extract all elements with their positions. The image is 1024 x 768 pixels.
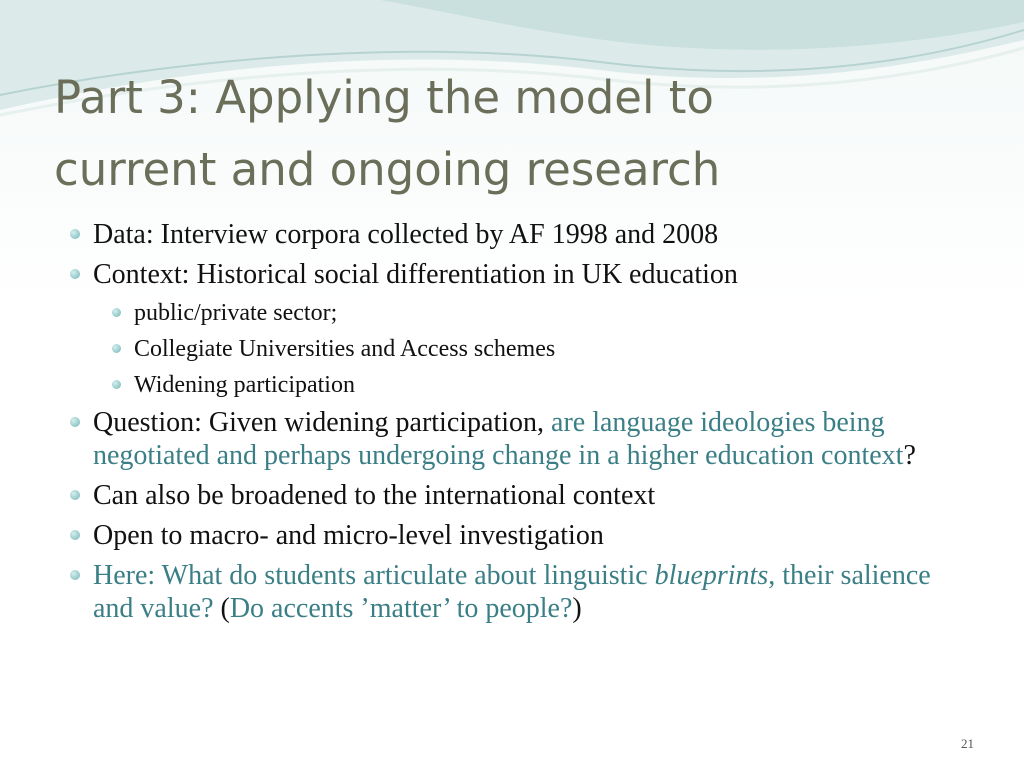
- bullet-dot-icon: [112, 344, 121, 353]
- bullet-open: [70, 519, 970, 552]
- bullet-question: [70, 406, 970, 472]
- bullet-list: [70, 218, 970, 632]
- bullet-context-text: Context: Historical social differentiation in UK education: [93, 259, 738, 290]
- sub-bullet-public-private: [112, 298, 970, 328]
- sub-bullet-text: public/private sector;: [134, 300, 338, 326]
- slide-title-line-2: current and ongoing research: [54, 143, 721, 196]
- bullet-dot-icon: [112, 308, 121, 317]
- here-paren-text: Do accents ’matter’ to people?: [229, 593, 573, 624]
- bullet-broadened-text: Can also be broadened to the international context: [93, 480, 656, 511]
- bullet-open-text: Open to macro- and micro-level investigation: [93, 520, 604, 551]
- question-highlight-text: are language ideologies being negotiated and perhaps undergoing change in a higher education context: [93, 407, 904, 471]
- bullet-dot-icon: [70, 269, 80, 279]
- bullet-broadened: [70, 479, 970, 512]
- bullet-dot-icon: [70, 417, 80, 427]
- slide-title-line-1: Part 3: Applying the model to: [54, 71, 714, 124]
- slide-title: [54, 62, 974, 206]
- here-italic-text: blueprints: [654, 560, 769, 591]
- sub-bullet-text: Widening participation: [134, 372, 355, 398]
- bullet-here: [70, 559, 970, 625]
- bullet-data: [70, 218, 970, 251]
- bullet-dot-icon: [70, 530, 80, 540]
- here-middle-text: , their salience and value?: [93, 560, 931, 624]
- bullet-data-text: Data: Interview corpora collected by AF 1998 and 2008: [93, 219, 719, 250]
- sub-bullet-text: Collegiate Universities and Access schemes: [134, 336, 556, 362]
- sub-bullet-widening: [112, 370, 970, 400]
- here-lead-text: Here: What do students articulate about linguistic: [93, 560, 655, 591]
- sub-bullet-collegiate: [112, 334, 970, 364]
- here-paren-close: ): [572, 593, 582, 624]
- here-paren-open: (: [220, 593, 230, 624]
- bullet-dot-icon: [70, 570, 80, 580]
- question-tail-text: ?: [903, 440, 916, 471]
- bullet-dot-icon: [70, 490, 80, 500]
- bullet-dot-icon: [70, 229, 80, 239]
- bullet-context: [70, 258, 970, 291]
- page-number: 21: [961, 736, 974, 751]
- bullet-dot-icon: [112, 380, 121, 389]
- question-lead-text: Question: Given widening participation,: [93, 407, 552, 438]
